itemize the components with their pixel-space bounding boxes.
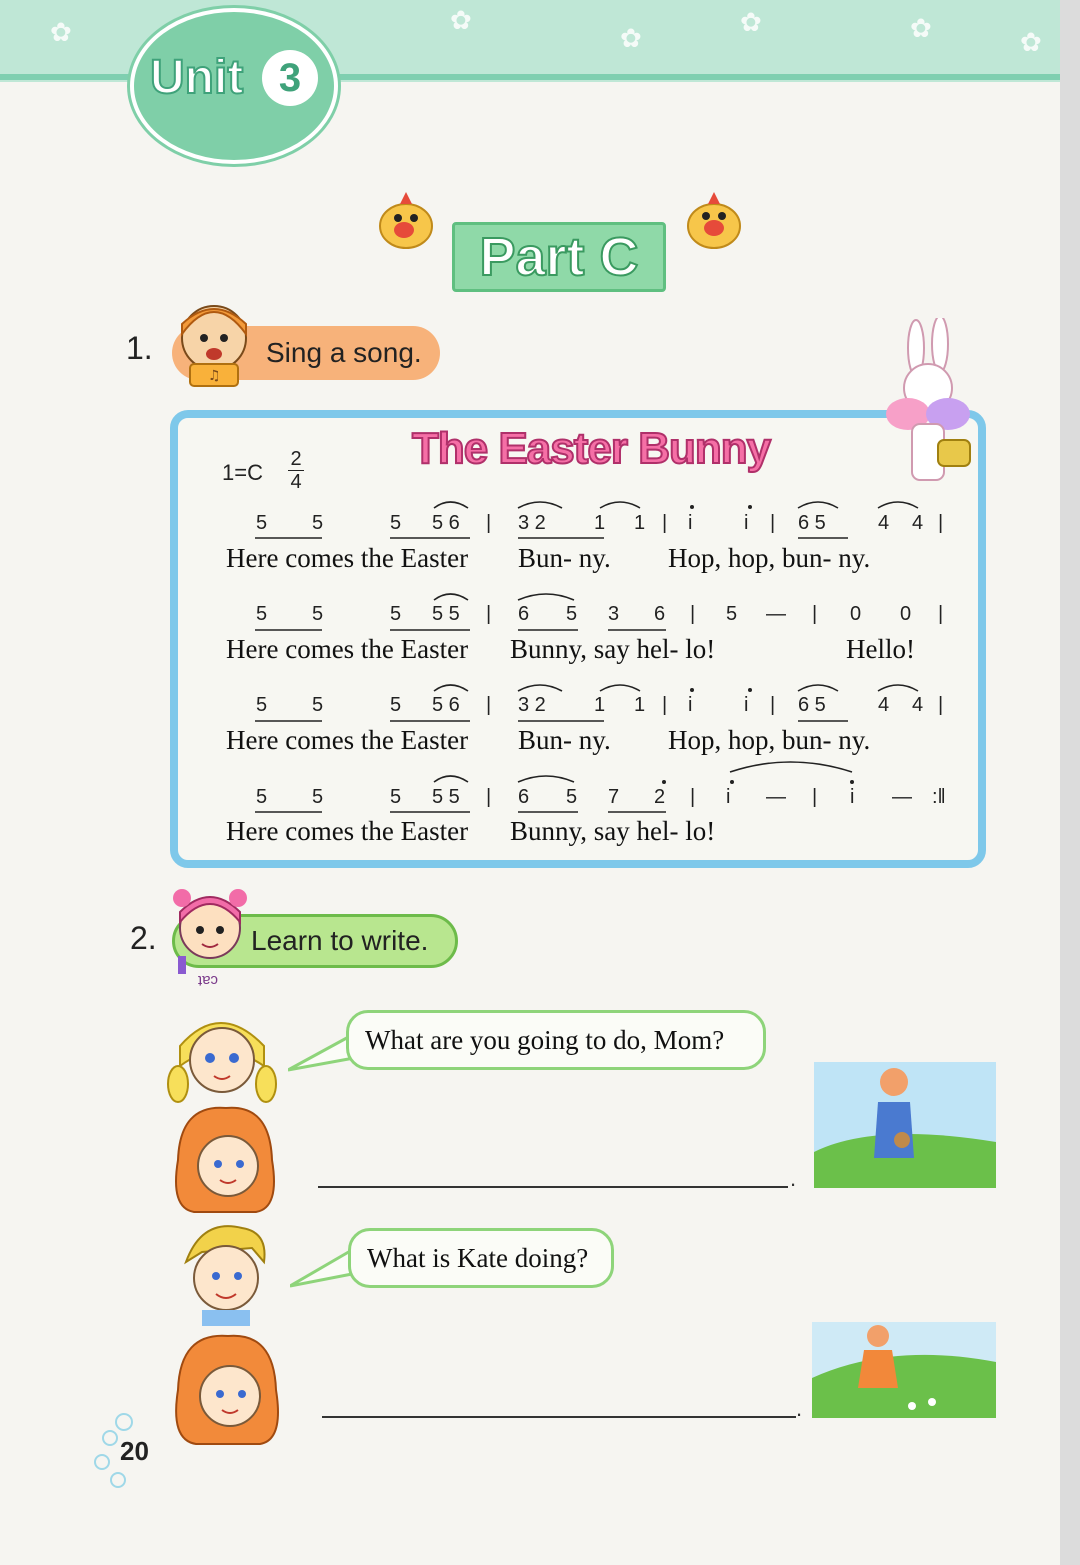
boy-face-icon [172,1218,282,1328]
note: 5 [566,786,578,808]
note: 1 [594,694,606,716]
section-label-text: Learn to write. [251,925,429,956]
paw-print-icon: ✿ [910,14,932,44]
note: 5 [312,786,324,808]
note: 5 [390,786,402,808]
girl-face-icon [160,1006,290,1110]
bar-line: | [486,512,492,534]
note: 5 5 [432,603,460,625]
bar-line: | [690,603,696,625]
note: 4 [912,694,924,716]
bar-line: | [938,512,944,534]
lyric-segment: Here comes the Easter [226,816,469,846]
lyric-segment: Here comes the Easter [226,543,469,573]
section-label-text: Sing a song. [266,337,422,368]
note: 5 [256,694,268,716]
svg-text:♫: ♫ [208,368,221,384]
bar-line: | [662,512,668,534]
note: 1 [594,512,606,534]
question-text: What is Kate doing? [367,1242,589,1273]
note: 4 [878,694,890,716]
note: 3 2 [518,694,546,716]
paw-print-icon: ✿ [740,8,762,38]
note: 6 [518,786,530,808]
note: 6 5 [798,694,826,716]
unit-label: Unit [150,51,244,104]
bar-line: | [486,786,492,808]
speech-bubble [346,1010,766,1070]
bar-line: | [812,603,818,625]
lyric-segment: Hop, hop, bun- ny. [668,725,871,755]
part-title: Part C [452,222,666,292]
lyric-segment: Bunny, say hel- lo! [510,634,716,664]
key-signature: 1=C [222,460,263,485]
note: 5 [390,512,402,534]
kate-picking-flowers-scene [812,1322,996,1418]
note: 4 [912,512,924,534]
kate-walking-scene [814,1062,996,1188]
bar-line: | [486,694,492,716]
lyric-segment: Here comes the Easter [226,634,469,664]
note: 5 [312,512,324,534]
paw-print-icon: ✿ [450,6,472,36]
note: 2 [654,786,666,808]
note: i [744,512,749,534]
answer-line[interactable] [318,1186,788,1188]
note: 4 [878,512,890,534]
page-number: 20 [120,1436,149,1466]
question-text: What are you going to do, Mom? [365,1024,725,1055]
bar-line: | [938,694,944,716]
paw-print-icon: ✿ [50,18,72,48]
speech-bubble-tail [290,1246,356,1290]
paw-print-icon: ✿ [620,24,642,54]
note: 5 6 [432,694,460,716]
section-number: 2. [130,920,157,956]
note: 5 [312,694,324,716]
note: 5 [256,786,268,808]
note: 1 [634,512,646,534]
time-signature-top: 2 [290,448,302,470]
bar-line: :‖ [932,786,946,808]
note: 5 [390,603,402,625]
bar-line: | [662,694,668,716]
note: i [726,786,731,808]
time-signature-bottom: 4 [290,471,302,493]
note: 5 [312,603,324,625]
note: 5 [256,603,268,625]
note: 6 [518,603,530,625]
note: 0 [850,603,862,625]
bar-line: | [812,786,818,808]
note: 5 [726,603,738,625]
note: 0 [900,603,912,625]
note: 6 [654,603,666,625]
bar-line: | [486,603,492,625]
note: i [688,694,693,716]
note: i [688,512,693,534]
note: — [892,786,912,808]
note: 7 [608,786,620,808]
bar-line: | [938,603,944,625]
lyric-segment: Bun- ny. [518,543,611,573]
section-number: 1. [126,330,153,366]
note: — [766,603,786,625]
bar-line: | [770,512,776,534]
note: i [744,694,749,716]
lyric-segment: Bunny, say hel- lo! [510,816,716,846]
lyric-segment: Here comes the Easter [226,725,469,755]
period-mark: . [790,1166,797,1191]
girl-writing-icon [172,886,248,976]
lyric-segment: Hello! [846,634,915,664]
note: 5 [390,694,402,716]
note: 5 [566,603,578,625]
song-title: The Easter Bunny [412,424,771,473]
note: 5 6 [432,512,460,534]
speech-bubble [348,1228,614,1288]
note: 1 [634,694,646,716]
note: i [850,786,855,808]
bar-line: | [770,694,776,716]
bar-line: | [690,786,696,808]
note: — [766,786,786,808]
note: 3 [608,603,620,625]
note: 6 5 [798,512,826,534]
lyric-segment: Hop, hop, bun- ny. [668,543,871,573]
answer-line[interactable] [322,1416,796,1418]
paw-print-icon: ✿ [1020,28,1042,58]
cat-word: cat [198,972,219,989]
note: 5 5 [432,786,460,808]
lyric-segment: Bun- ny. [518,725,611,755]
mom-face-icon [170,1104,280,1216]
period-mark: . [796,1396,803,1421]
note: 5 [256,512,268,534]
note: 3 2 [518,512,546,534]
unit-number: 3 [262,50,318,106]
mom-face-icon [170,1332,286,1448]
